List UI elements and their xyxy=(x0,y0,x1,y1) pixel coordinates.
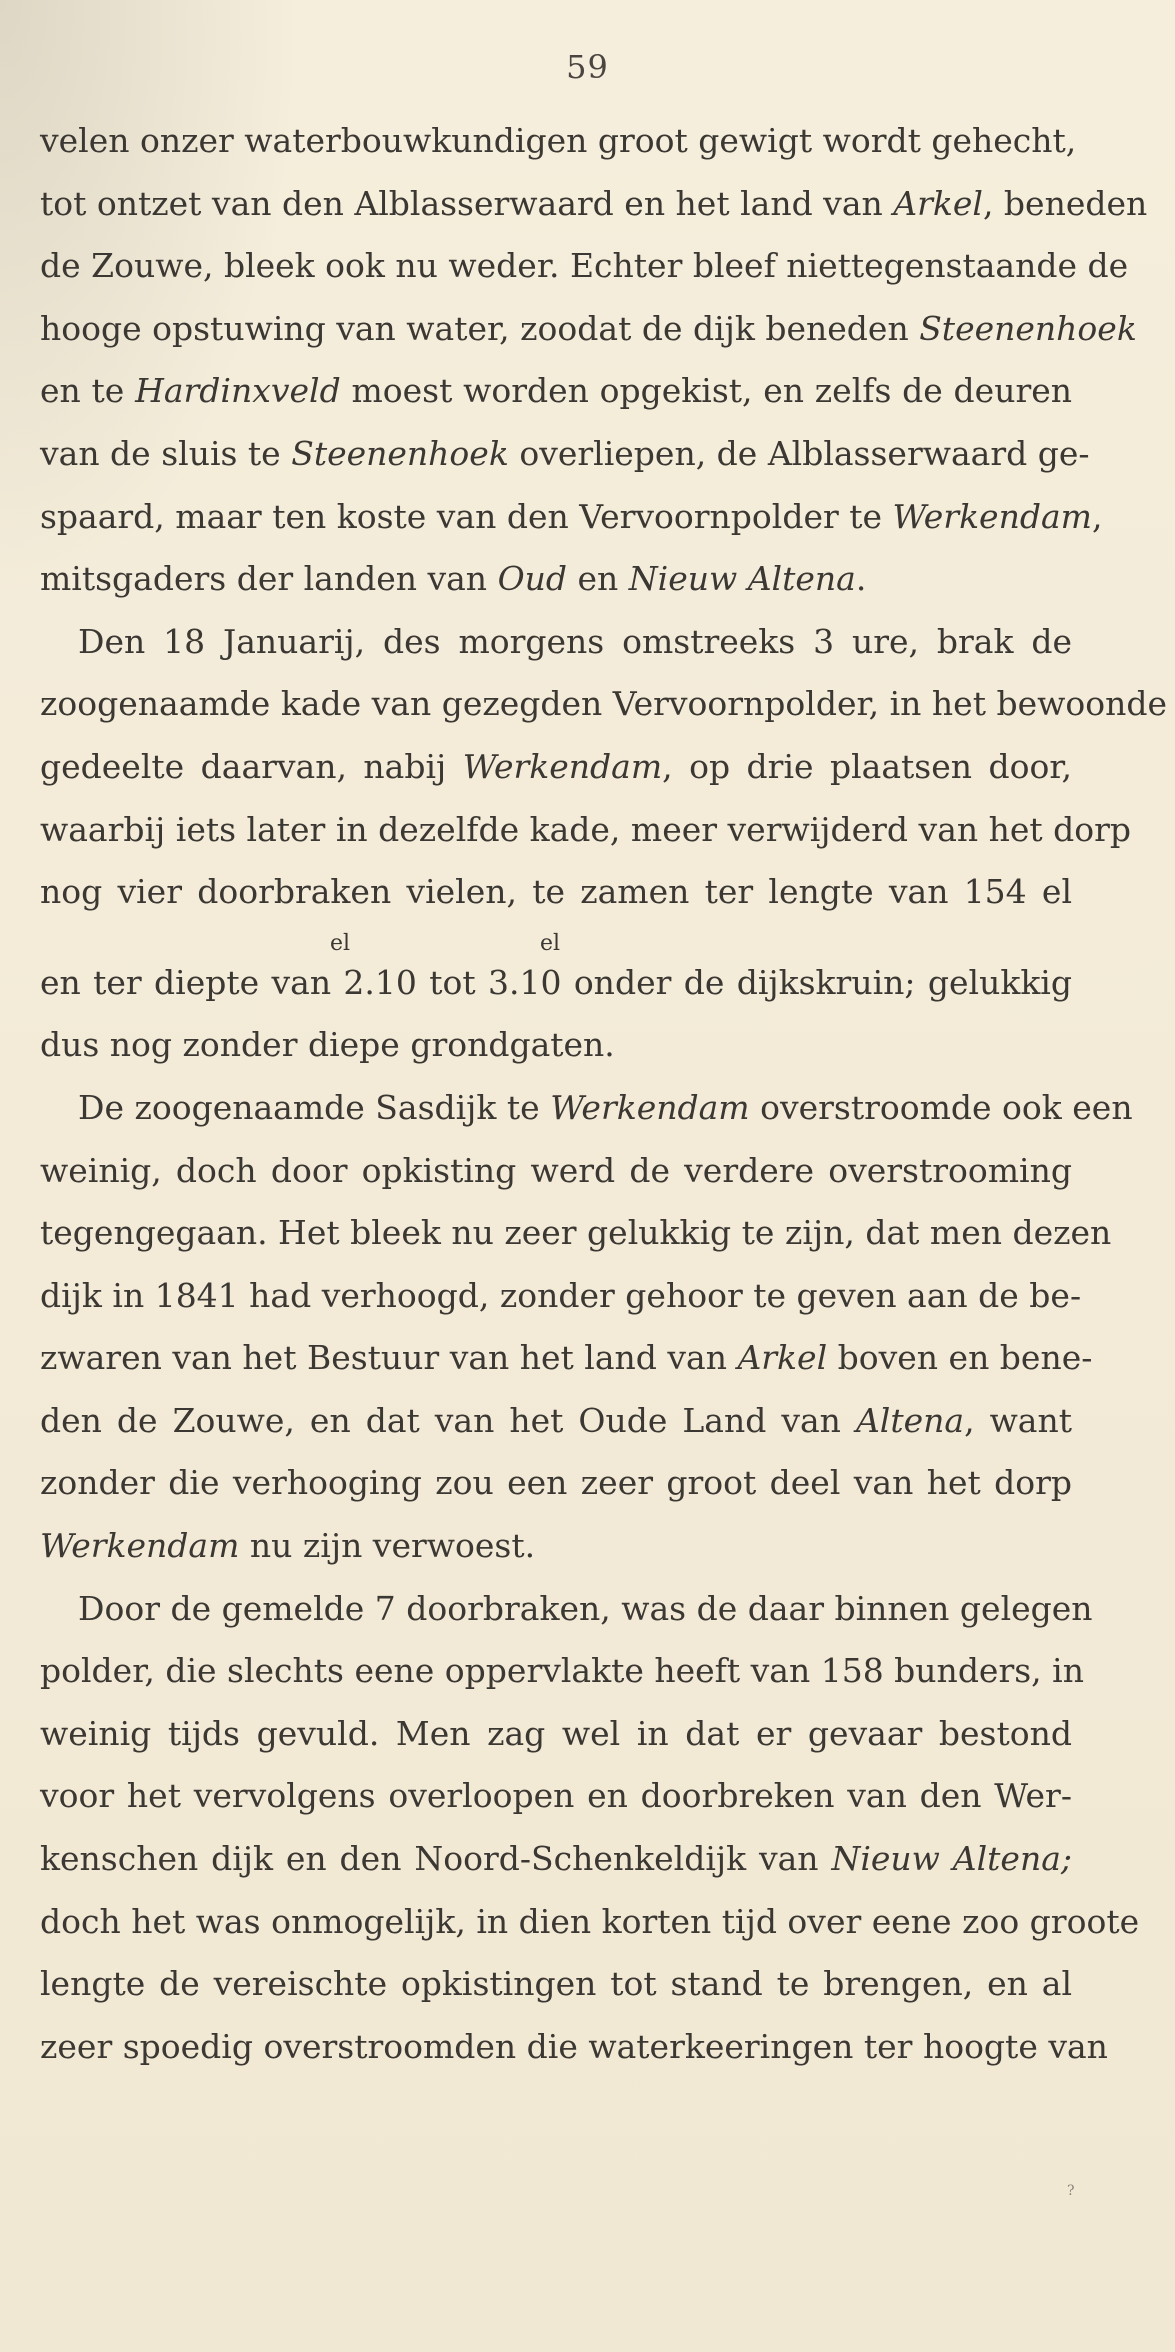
text-line xyxy=(40,799,1132,862)
text-run: gedeelte daarvan, nabij xyxy=(40,746,463,786)
text-line xyxy=(40,548,1072,611)
text-run: zoogenaamde kade van gezegden Vervoornpolder, in het bewoonde xyxy=(40,684,1167,724)
text-line xyxy=(40,1515,1072,1578)
text-line xyxy=(40,1077,1133,1140)
text-line xyxy=(40,423,1090,486)
superscript-unit: el xyxy=(330,930,351,956)
text-line xyxy=(40,298,1137,361)
text-run: overstroomde ook een xyxy=(749,1087,1133,1127)
text-run: . xyxy=(855,559,867,599)
text-run: en te xyxy=(40,371,136,411)
text-run: , op drie plaatsen door, xyxy=(662,746,1072,786)
italic-name: Steenenhoek xyxy=(291,433,509,473)
text-run: hooge opstuwing van water, zoodat de dijk beneden xyxy=(40,308,920,348)
stray-mark: ? xyxy=(1067,2183,1075,2199)
text-line xyxy=(40,1703,1072,1766)
text-line xyxy=(40,861,1072,924)
text-run: tot ontzet van den Alblasserwaard en het land van xyxy=(40,183,894,223)
text-run: mitsgaders der landen van xyxy=(40,559,498,599)
text-run: overliepen, de Alblasserwaard ge- xyxy=(508,433,1090,473)
text-line xyxy=(40,110,1077,173)
text-run: Door de gemelde 7 doorbraken, was de daar binnen gelegen xyxy=(78,1588,1093,1628)
italic-name: Hardinxveld xyxy=(135,371,341,411)
text-line xyxy=(40,1140,1072,1203)
text-line xyxy=(40,1265,1082,1328)
text-run: spaard, maar ten koste van den Vervoornpolder te xyxy=(40,496,893,536)
text-line xyxy=(40,1390,1072,1453)
text-run: de Zouwe, bleek ook nu weder. Echter bleef niettegenstaande de xyxy=(40,246,1129,286)
text-line xyxy=(40,1014,1072,1077)
text-run: polder, die slechts eene oppervlakte heeft van 158 bunders, in xyxy=(40,1651,1084,1691)
text-line xyxy=(40,673,1167,736)
text-run: zwaren van het Bestuur van het land van xyxy=(40,1338,738,1378)
text-run: tegengegaan. Het bleek nu zeer gelukkig te zijn, dat men dezen xyxy=(40,1213,1112,1253)
text-line xyxy=(40,360,1072,423)
italic-name: Arkel xyxy=(893,183,983,223)
text-run: De zoogenaamde Sasdijk te xyxy=(78,1087,551,1127)
italic-name: Werkendam xyxy=(40,1526,240,1566)
italic-name: Nieuw Altena xyxy=(628,559,856,599)
italic-name: Arkel xyxy=(737,1338,828,1378)
text-line xyxy=(40,1578,1093,1641)
text-line xyxy=(40,486,1103,549)
text-run: , beneden xyxy=(982,183,1148,223)
text-run: weinig tijds gevuld. Men zag wel in dat er gevaar bestond xyxy=(40,1713,1072,1753)
text-run: boven en bene- xyxy=(827,1338,1093,1378)
text-run: weinig, doch door opkisting werd de verdere overstrooming xyxy=(40,1150,1072,1190)
italic-name: Oud xyxy=(497,559,567,599)
text-run: waarbij iets later in dezelfde kade, meer verwijderd van het dorp xyxy=(40,809,1132,849)
text-run: nu zijn verwoest. xyxy=(239,1526,536,1566)
italic-name: Werkendam xyxy=(462,746,663,786)
text-line xyxy=(40,2016,1108,2079)
text-line xyxy=(40,1327,1093,1390)
text-run: lengte de vereischte opkistingen tot stand te brengen, en al xyxy=(40,1964,1072,2004)
text-run: moest worden opgekist, en zelfs de deuren xyxy=(340,371,1073,411)
text-run: Den 18 Januarij, des morgens omstreeks 3 ure, brak de xyxy=(78,621,1072,661)
text-line xyxy=(40,1202,1112,1265)
text-line xyxy=(40,1640,1084,1703)
italic-name: Werkendam xyxy=(550,1087,750,1127)
text-line xyxy=(40,1891,1140,1954)
text-run: dijk in 1841 had verhoogd, zonder gehoor te geven aan de be- xyxy=(40,1275,1082,1315)
text-run: dus nog zonder diepe grondgaten. xyxy=(40,1025,615,1065)
text-line xyxy=(40,611,1072,674)
text-run: en xyxy=(567,559,629,599)
text-line xyxy=(40,1452,1072,1515)
text-line xyxy=(40,1953,1072,2016)
text-run: en ter diepte van 2.10 tot 3.10 onder de dijkskruin; gelukkig xyxy=(40,962,1072,1002)
text-line xyxy=(40,1828,1072,1891)
italic-name: Nieuw Altena; xyxy=(831,1839,1072,1879)
text-line xyxy=(40,235,1129,298)
text-run: , want xyxy=(964,1400,1072,1440)
body-text xyxy=(40,110,1167,2078)
text-run: , xyxy=(1091,496,1103,536)
text-line xyxy=(40,173,1148,236)
page-number: 59 xyxy=(566,48,609,86)
superscript-row xyxy=(40,924,1072,956)
text-run: zonder die verhooging zou een zeer groot deel van het dorp xyxy=(40,1463,1072,1503)
text-line xyxy=(40,1765,1072,1828)
text-line xyxy=(40,736,1072,799)
text-run: zeer spoedig overstroomden die waterkeeringen ter hoogte van xyxy=(40,2026,1108,2066)
italic-name: Steenenhoek xyxy=(919,308,1137,348)
text-run: doch het was onmogelijk, in dien korten tijd over eene zoo groote xyxy=(40,1901,1140,1941)
superscript-unit: el xyxy=(540,930,561,956)
text-run: kenschen dijk en den Noord-Schenkeldijk van xyxy=(40,1839,832,1879)
italic-name: Werkendam xyxy=(892,496,1092,536)
text-line xyxy=(40,952,1072,1015)
text-run: van de sluis te xyxy=(40,433,292,473)
text-run: nog vier doorbraken vielen, te zamen ter lengte van 154 el xyxy=(40,872,1072,912)
text-run: den de Zouwe, en dat van het Oude Land van xyxy=(40,1400,856,1440)
text-run: velen onzer waterbouwkundigen groot gewigt wordt gehecht, xyxy=(40,121,1077,160)
text-run: voor het vervolgens overloopen en doorbreken van den Wer- xyxy=(40,1776,1072,1816)
italic-name: Altena xyxy=(855,1400,965,1440)
